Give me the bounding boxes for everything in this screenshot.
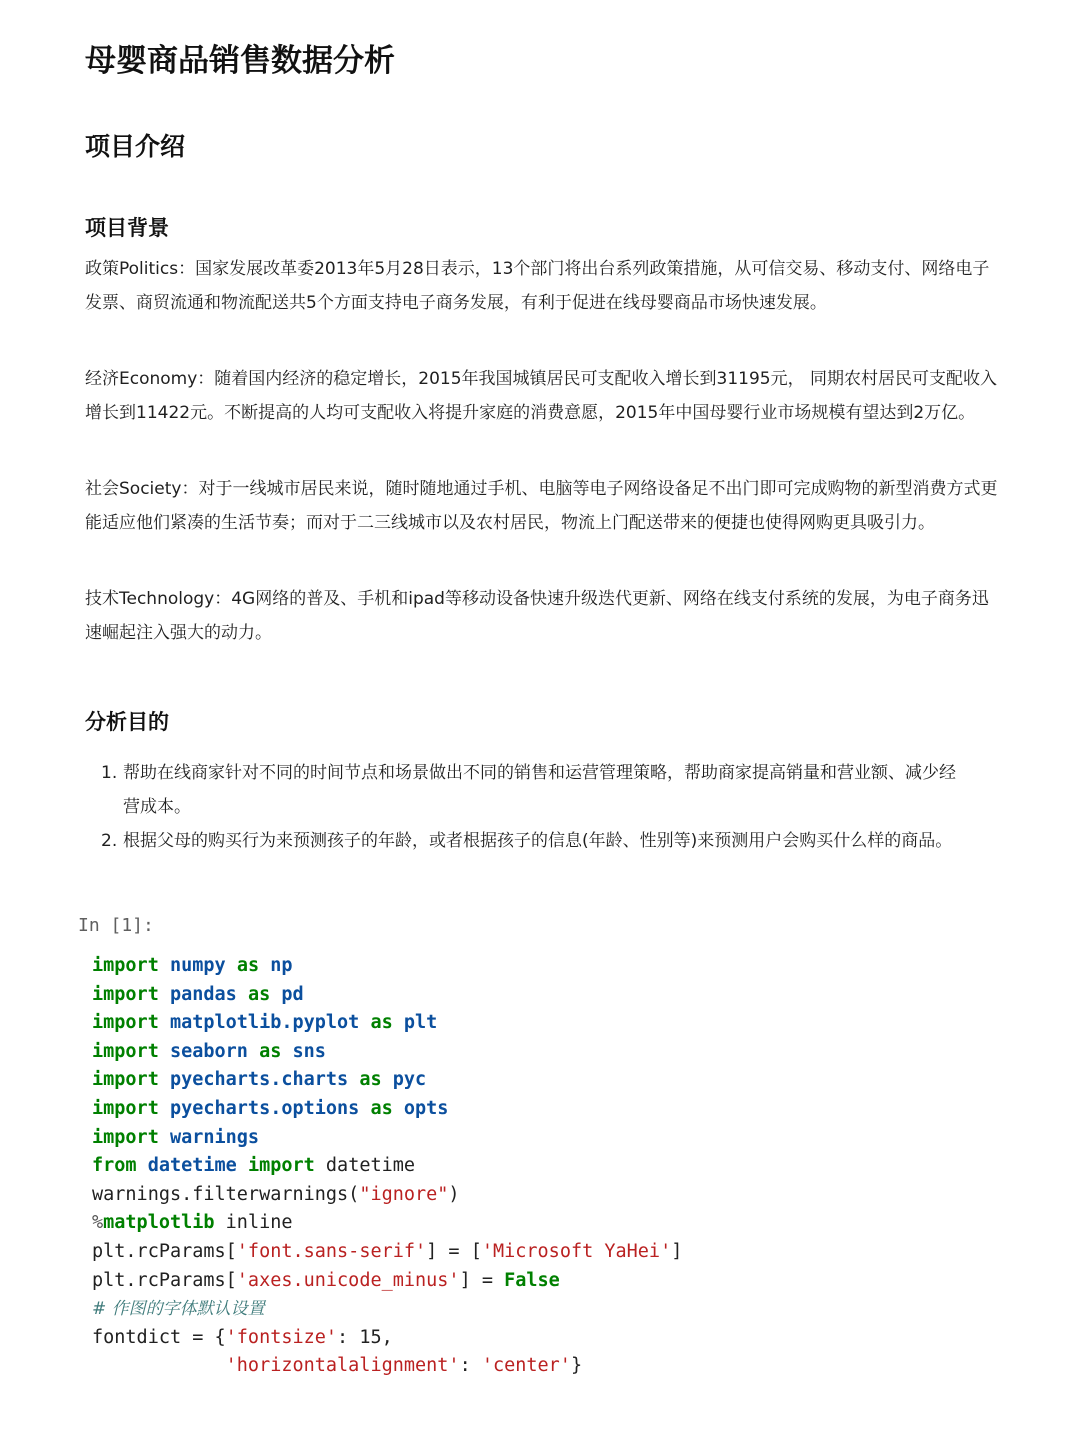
list-item-number: 1.: [101, 763, 118, 783]
code-cell[interactable]: [92, 952, 682, 1381]
code-line: import pyecharts.options as opts: [92, 1097, 449, 1119]
code-line: import seaborn as sns: [92, 1040, 326, 1062]
code-line: import numpy as np: [92, 955, 293, 976]
purpose-list: [85, 756, 965, 858]
list-item-text: 帮助在线商家针对不同的时间节点和场景做出不同的销售和运营管理策略，帮助商家提高销量和营业额、减少经营成本。: [123, 763, 956, 817]
code-line: from datetime import datetime: [92, 1155, 416, 1177]
code-line: import matplotlib.pyplot as plt: [92, 1012, 438, 1034]
cell-input-prompt: In [1]:: [78, 915, 154, 936]
list-item: [85, 756, 965, 824]
page-title: 母婴商品销售数据分析: [85, 43, 395, 79]
code-line: plt.rcParams['font.sans-serif'] = ['Microsoft YaHei']: [92, 1240, 683, 1262]
paragraph-economy: 经济Economy：随着国内经济的稳定增长，2015年我国城镇居民可支配收入增长到31195元， 同期农村居民可支配收入增长到11422元。不断提高的人均可支配收入将提升家庭的消费意愿，2015年中国母婴行业市场规模有望达到2万亿。: [85, 369, 998, 423]
section-heading-background: 项目背景: [85, 216, 169, 240]
code-line: plt.rcParams['axes.unicode_minus'] = False: [92, 1269, 560, 1291]
section-heading-purpose: 分析目的: [85, 710, 169, 734]
list-item: [85, 824, 965, 858]
paragraph-politics: 政策Politics：国家发展改革委2013年5月28日表示，13个部门将出台系列政策措施，从可信交易、移动支付、网络电子发票、商贸流通和物流配送共5个方面支持电子商务发展，有利于促进在线母婴商品市场快速发展。: [85, 259, 990, 313]
code-line: import pyecharts.charts as pyc: [92, 1069, 427, 1091]
paragraph-technology: 技术Technology：4G网络的普及、手机和ipad等移动设备快速升级迭代更新、网络在线支付系统的发展，为电子商务迅速崛起注入强大的动力。: [85, 589, 989, 643]
code-comment: # 作图的字体默认设置: [92, 1299, 265, 1320]
code-line: fontdict = {'fontsize': 15,: [92, 1326, 393, 1348]
section-heading-intro: 项目介绍: [85, 132, 186, 161]
code-line: warnings.filterwarnings("ignore"): [92, 1183, 460, 1205]
code-line: 'horizontalalignment': 'center'}: [225, 1355, 583, 1377]
code-line: import pandas as pd: [92, 983, 304, 1005]
list-item-text: 根据父母的购买行为来预测孩子的年龄，或者根据孩子的信息(年龄、性别等)来预测用户会购买什么样的商品。: [123, 831, 953, 851]
code-line: import warnings: [92, 1126, 260, 1148]
list-item-number: 2.: [101, 831, 118, 851]
paragraph-society: 社会Society：对于一线城市居民来说，随时随地通过手机、电脑等电子网络设备足不出门即可完成购物的新型消费方式更能适应他们紧凑的生活节奏；而对于二三线城市以及农村居民，物流上门配送带来的便捷也使得网购更具吸引力。: [85, 479, 998, 533]
code-line: %matplotlib inline: [92, 1212, 293, 1234]
